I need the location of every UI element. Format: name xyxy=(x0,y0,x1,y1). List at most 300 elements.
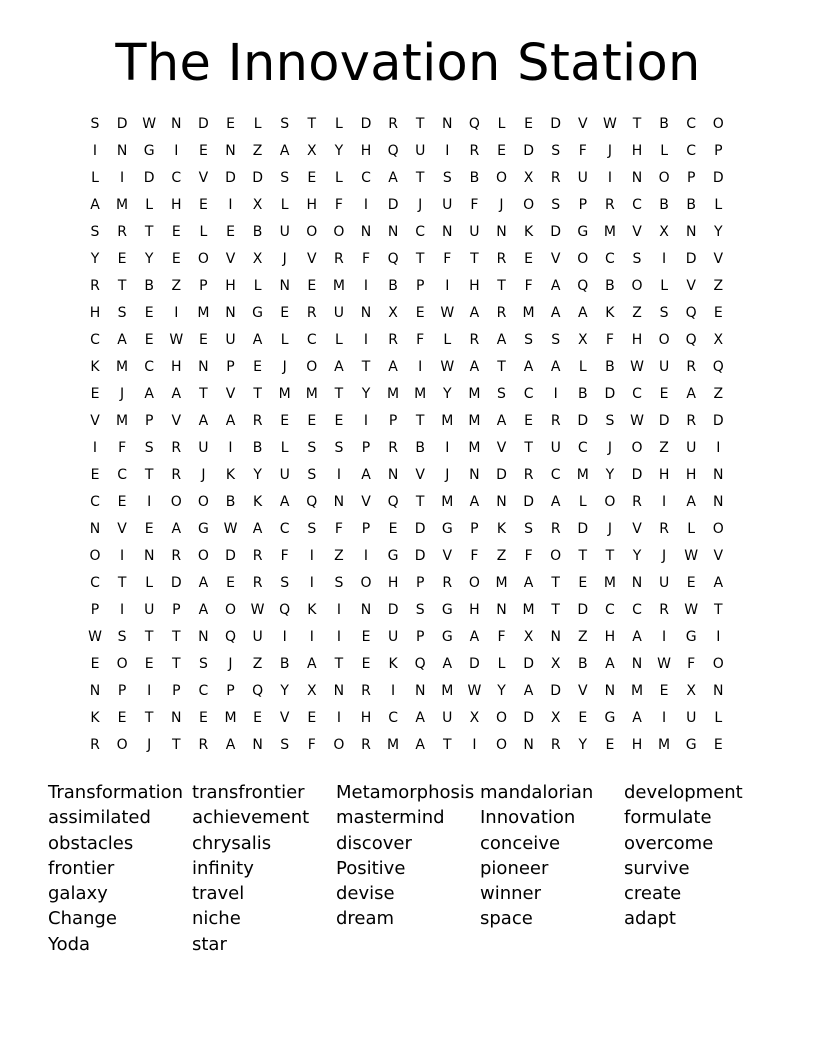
grid-letter: P xyxy=(199,278,208,294)
grid-letter: Q xyxy=(224,629,237,645)
grid-letter: T xyxy=(632,116,642,132)
grid-letter: C xyxy=(605,602,615,618)
grid-letter: M xyxy=(576,467,589,483)
grid-letter: F xyxy=(687,656,696,672)
grid-letter: R xyxy=(632,494,642,510)
grid-letter: J xyxy=(607,440,612,456)
grid-letter: O xyxy=(306,359,318,375)
grid-letter: B xyxy=(469,170,480,186)
grid-letter: R xyxy=(496,305,507,321)
grid-letter: Y xyxy=(334,143,344,159)
grid-letter: O xyxy=(333,737,345,753)
grid-letter: K xyxy=(307,602,317,618)
grid-letter: V xyxy=(713,548,724,564)
grid-letter: N xyxy=(550,629,561,645)
grid-letter: I xyxy=(472,737,477,753)
grid-letter: W xyxy=(440,359,455,375)
grid-letter: O xyxy=(712,116,724,132)
grid-letter: L xyxy=(497,656,506,672)
grid-letter: L xyxy=(253,116,262,132)
grid-letter: D xyxy=(387,197,399,213)
grid-letter: D xyxy=(712,413,724,429)
grid-letter: U xyxy=(225,332,236,348)
grid-letter: I xyxy=(174,305,179,321)
grid-letter: K xyxy=(524,224,534,240)
grid-letter: Q xyxy=(577,278,589,294)
grid-letter: C xyxy=(306,332,317,348)
grid-letter: F xyxy=(416,332,425,348)
grid-letter: A xyxy=(388,359,398,375)
grid-letter: N xyxy=(631,575,643,591)
grid-letter: D xyxy=(658,413,670,429)
grid-letter: L xyxy=(660,143,668,159)
grid-letter: P xyxy=(172,683,181,699)
grid-letter: E xyxy=(713,737,723,753)
word-bank-item: chrysalis xyxy=(192,832,272,854)
grid-letter: Q xyxy=(387,143,399,159)
grid-letter: N xyxy=(333,683,345,699)
grid-letter: S xyxy=(524,521,534,537)
grid-letter: C xyxy=(144,359,155,375)
grid-letter: I xyxy=(716,440,721,456)
grid-letter: N xyxy=(198,629,209,645)
grid-letter: U xyxy=(442,197,453,213)
grid-letter: J xyxy=(445,467,450,483)
grid-letter: D xyxy=(550,116,562,132)
grid-letter: N xyxy=(496,602,507,618)
grid-letter: H xyxy=(685,467,697,483)
grid-letter: F xyxy=(307,737,316,753)
grid-letter: W xyxy=(250,602,265,618)
grid-letter: W xyxy=(142,116,157,132)
grid-letter: N xyxy=(198,359,209,375)
word-bank-column xyxy=(336,780,476,932)
grid-letter: D xyxy=(198,116,209,132)
page-title: The Innovation Station xyxy=(115,34,701,93)
grid-letter: Y xyxy=(443,386,452,402)
grid-letter: R xyxy=(550,413,561,429)
grid-letter: G xyxy=(441,521,453,537)
grid-letter: V xyxy=(632,521,642,537)
grid-letter: R xyxy=(171,467,182,483)
grid-letter: X xyxy=(550,710,561,726)
word-bank-item: create xyxy=(624,883,682,905)
grid-letter: O xyxy=(658,332,670,348)
grid-letter: Y xyxy=(497,683,506,699)
grid-letter: C xyxy=(388,710,398,726)
grid-letter: E xyxy=(198,332,208,348)
grid-letter: V xyxy=(578,116,588,132)
grid-letter: L xyxy=(91,170,99,186)
grid-letter: D xyxy=(225,548,236,564)
grid-letter: D xyxy=(577,413,589,429)
grid-letter: W xyxy=(630,359,644,375)
grid-letter: E xyxy=(334,413,344,429)
grid-letter: R xyxy=(388,440,398,456)
grid-letter: J xyxy=(418,197,423,213)
grid-letter: R xyxy=(469,143,480,159)
grid-letter: L xyxy=(578,494,587,510)
word-bank-item: development xyxy=(624,782,743,803)
grid-letter: C xyxy=(171,170,182,186)
grid-letter: I xyxy=(120,602,125,618)
grid-letter: A xyxy=(117,332,127,348)
grid-letter: M xyxy=(116,359,129,375)
grid-letter: O xyxy=(224,602,237,618)
grid-letter: I xyxy=(607,170,612,186)
grid-letter: I xyxy=(282,629,287,645)
grid-letter: T xyxy=(199,386,208,402)
word-bank-item: obstacles xyxy=(48,832,134,854)
grid-letter: A xyxy=(252,521,263,537)
grid-letter: X xyxy=(578,332,588,348)
grid-letter: N xyxy=(713,494,724,510)
grid-letter: O xyxy=(116,737,128,753)
grid-letter: T xyxy=(307,116,317,132)
word-search-grid xyxy=(82,111,732,759)
grid-letter: X xyxy=(307,143,317,159)
grid-letter: G xyxy=(441,629,453,645)
grid-letter: L xyxy=(578,359,587,375)
grid-letter: J xyxy=(201,467,206,483)
grid-letter: T xyxy=(443,737,452,753)
grid-letter: H xyxy=(469,602,480,618)
grid-letter: T xyxy=(524,440,533,456)
word-bank-column xyxy=(480,780,620,932)
word-bank-item: Innovation xyxy=(480,807,576,829)
grid-letter: C xyxy=(90,575,100,591)
grid-letter: Q xyxy=(387,251,399,267)
grid-letter: Q xyxy=(387,494,399,510)
grid-letter: F xyxy=(524,548,533,564)
grid-letter: U xyxy=(252,629,263,645)
grid-letter: I xyxy=(92,143,98,159)
grid-letter: I xyxy=(363,413,369,429)
grid-letter: T xyxy=(144,467,154,483)
grid-letter: L xyxy=(687,521,696,537)
grid-letter: I xyxy=(92,440,98,456)
grid-letter: T xyxy=(415,251,425,267)
grid-letter: V xyxy=(279,710,290,726)
grid-letter: B xyxy=(252,440,263,456)
grid-letter: A xyxy=(90,197,100,213)
grid-letter: P xyxy=(686,170,696,186)
grid-letter: X xyxy=(252,197,263,213)
grid-letter: W xyxy=(467,683,482,699)
word-bank-item: overcome xyxy=(624,832,714,854)
word-bank-item: Transformation xyxy=(48,782,184,803)
grid-letter: S xyxy=(415,602,425,618)
grid-letter: R xyxy=(306,305,317,321)
grid-letter: A xyxy=(198,602,209,618)
grid-letter: E xyxy=(198,197,208,213)
grid-letter: O xyxy=(333,224,345,240)
grid-letter: M xyxy=(522,305,535,321)
grid-letter: O xyxy=(495,170,508,186)
grid-letter: D xyxy=(360,116,372,132)
grid-letter: E xyxy=(497,143,506,159)
grid-letter: D xyxy=(577,602,589,618)
grid-letter: U xyxy=(658,359,670,375)
grid-letter: D xyxy=(469,656,480,672)
grid-letter: B xyxy=(605,359,615,375)
grid-letter: E xyxy=(578,575,588,591)
grid-letter: J xyxy=(499,197,504,213)
grid-letter: D xyxy=(712,170,724,186)
grid-letter: P xyxy=(90,602,100,618)
grid-letter: W xyxy=(440,305,455,321)
grid-letter: R xyxy=(550,521,561,537)
grid-letter: I xyxy=(363,332,369,348)
grid-letter: I xyxy=(336,710,341,726)
grid-letter: Q xyxy=(712,359,724,375)
grid-letter: T xyxy=(551,602,560,618)
grid-letter: E xyxy=(388,521,398,537)
grid-letter: I xyxy=(391,683,396,699)
grid-letter: R xyxy=(686,413,697,429)
grid-letter: X xyxy=(307,683,317,699)
grid-letter: W xyxy=(684,602,699,618)
word-bank-item: adapt xyxy=(624,908,676,930)
grid-letter: S xyxy=(551,332,561,348)
grid-letter: R xyxy=(252,575,263,591)
grid-letter: T xyxy=(415,116,425,132)
grid-letter: M xyxy=(495,575,508,591)
grid-letter: E xyxy=(198,710,208,726)
grid-letter: K xyxy=(253,494,263,510)
grid-letter: K xyxy=(90,359,100,375)
grid-letter: N xyxy=(171,710,182,726)
grid-letter: X xyxy=(388,305,398,321)
word-bank-column xyxy=(624,780,764,932)
word-bank-item: conceive xyxy=(480,832,561,854)
grid-letter: C xyxy=(686,116,697,132)
grid-letter: R xyxy=(171,548,182,564)
grid-letter: A xyxy=(713,575,724,591)
grid-letter: X xyxy=(469,710,480,726)
grid-letter: E xyxy=(524,413,534,429)
word-bank-item: transfrontier xyxy=(192,782,305,803)
grid-letter: L xyxy=(443,332,452,348)
grid-letter: G xyxy=(685,629,697,645)
grid-letter: E xyxy=(713,305,723,321)
grid-letter: U xyxy=(686,440,697,456)
grid-letter: P xyxy=(144,413,154,429)
grid-letter: P xyxy=(470,521,479,537)
grid-letter: L xyxy=(334,170,343,186)
grid-letter: R xyxy=(117,224,127,240)
grid-letter: P xyxy=(388,413,398,429)
grid-letter: V xyxy=(117,521,127,537)
grid-letter: A xyxy=(496,332,507,348)
grid-letter: N xyxy=(252,737,263,753)
grid-letter: L xyxy=(145,197,154,213)
grid-letter: G xyxy=(685,737,697,753)
grid-letter: X xyxy=(659,224,669,240)
grid-letter: B xyxy=(144,278,154,294)
grid-letter: E xyxy=(524,251,534,267)
grid-letter: E xyxy=(415,305,425,321)
grid-letter: Q xyxy=(685,305,697,321)
grid-letter: A xyxy=(334,359,344,375)
grid-letter: T xyxy=(144,629,154,645)
grid-letter: E xyxy=(659,386,669,402)
grid-letter: O xyxy=(468,575,480,591)
grid-letter: H xyxy=(631,737,643,753)
grid-letter: I xyxy=(120,548,125,564)
grid-letter: N xyxy=(116,143,128,159)
grid-letter: N xyxy=(89,683,101,699)
grid-letter: M xyxy=(603,575,616,591)
grid-letter: M xyxy=(305,386,318,402)
grid-letter: R xyxy=(388,116,398,132)
grid-letter: P xyxy=(415,575,425,591)
grid-letter: O xyxy=(170,494,182,510)
grid-letter: A xyxy=(523,575,534,591)
grid-letter: B xyxy=(225,494,236,510)
grid-letter: Y xyxy=(361,386,371,402)
grid-letter: A xyxy=(388,170,398,186)
grid-letter: I xyxy=(553,386,558,402)
grid-letter: V xyxy=(578,683,588,699)
grid-letter: A xyxy=(523,359,534,375)
grid-letter: E xyxy=(144,656,154,672)
grid-letter: O xyxy=(89,548,101,564)
grid-letter: D xyxy=(685,251,697,267)
word-bank-item: achievement xyxy=(192,807,310,829)
grid-letter: U xyxy=(333,305,345,321)
grid-letter: D xyxy=(523,656,534,672)
grid-letter: N xyxy=(387,224,399,240)
grid-letter: T xyxy=(497,278,506,294)
grid-letter: W xyxy=(169,332,184,348)
grid-letter: K xyxy=(225,467,236,483)
grid-letter: T xyxy=(144,710,154,726)
grid-letter: M xyxy=(603,224,616,240)
grid-letter: P xyxy=(415,278,425,294)
grid-letter: L xyxy=(199,224,208,240)
grid-letter: X xyxy=(686,683,696,699)
grid-letter: P xyxy=(361,521,371,537)
grid-letter: G xyxy=(577,224,589,240)
grid-letter: M xyxy=(116,197,129,213)
grid-letter: Q xyxy=(279,602,291,618)
grid-letter: M xyxy=(332,278,345,294)
grid-letter: L xyxy=(497,116,506,132)
grid-letter: A xyxy=(171,521,182,537)
grid-letter: F xyxy=(605,332,614,348)
grid-letter: C xyxy=(198,683,209,699)
grid-letter: I xyxy=(445,440,450,456)
grid-letter: A xyxy=(523,683,534,699)
grid-letter: G xyxy=(604,710,616,726)
grid-letter: Y xyxy=(90,251,100,267)
grid-letter: P xyxy=(226,359,235,375)
grid-letter: Y xyxy=(280,683,289,699)
grid-letter: F xyxy=(334,197,343,213)
grid-letter: O xyxy=(495,737,508,753)
grid-letter: V xyxy=(713,251,724,267)
word-bank-item: winner xyxy=(480,883,542,905)
grid-letter: T xyxy=(172,737,181,753)
grid-letter: K xyxy=(90,710,100,726)
grid-letter: A xyxy=(307,656,317,672)
grid-letter: D xyxy=(414,521,426,537)
grid-letter: J xyxy=(282,359,287,375)
grid-letter: N xyxy=(496,224,507,240)
grid-letter: L xyxy=(660,278,668,294)
grid-letter: E xyxy=(253,710,263,726)
grid-letter: X xyxy=(523,170,534,186)
grid-letter: S xyxy=(90,224,100,240)
grid-letter: E xyxy=(307,278,317,294)
grid-letter: I xyxy=(418,359,423,375)
grid-letter: S xyxy=(551,197,561,213)
grid-letter: I xyxy=(662,629,667,645)
grid-letter: C xyxy=(577,440,588,456)
grid-letter: V xyxy=(171,413,182,429)
grid-letter: O xyxy=(306,224,318,240)
grid-letter: L xyxy=(334,332,343,348)
grid-letter: O xyxy=(631,440,643,456)
grid-letter: M xyxy=(630,683,644,699)
grid-letter: H xyxy=(631,143,643,159)
word-bank-item: discover xyxy=(336,832,412,854)
grid-letter: I xyxy=(147,683,152,699)
grid-letter: F xyxy=(334,521,343,537)
grid-letter: S xyxy=(551,143,561,159)
grid-letter: O xyxy=(360,575,372,591)
grid-letter: M xyxy=(278,386,291,402)
grid-letter: R xyxy=(90,278,100,294)
grid-letter: E xyxy=(90,656,100,672)
grid-letter: B xyxy=(659,116,669,132)
word-bank-column xyxy=(48,780,188,957)
grid-letter: L xyxy=(280,332,289,348)
grid-letter: D xyxy=(550,224,562,240)
grid-letter: E xyxy=(144,521,154,537)
grid-letter: S xyxy=(632,251,642,267)
grid-letter: A xyxy=(144,386,154,402)
grid-letter: S xyxy=(307,521,317,537)
word-bank-item: niche xyxy=(192,908,241,930)
word-bank-item: dream xyxy=(336,908,395,930)
grid-letter: N xyxy=(685,224,697,240)
grid-letter: C xyxy=(686,143,697,159)
grid-letter: W xyxy=(684,548,699,564)
grid-letter: A xyxy=(605,656,615,672)
grid-letter: O xyxy=(197,494,209,510)
grid-letter: R xyxy=(442,575,453,591)
word-bank-item: star xyxy=(192,933,227,955)
grid-letter: A xyxy=(171,386,182,402)
grid-letter: S xyxy=(659,305,669,321)
grid-letter: P xyxy=(226,683,235,699)
grid-letter: B xyxy=(388,278,398,294)
grid-letter: F xyxy=(443,251,452,267)
grid-letter: C xyxy=(90,494,100,510)
grid-letter: R xyxy=(252,548,263,564)
grid-letter: N xyxy=(143,548,155,564)
grid-letter: H xyxy=(469,278,480,294)
grid-letter: E xyxy=(280,413,290,429)
grid-letter: G xyxy=(441,602,453,618)
grid-letter: C xyxy=(415,224,426,240)
grid-letter: E xyxy=(686,575,696,591)
word-bank-column xyxy=(192,780,332,957)
grid-letter: D xyxy=(577,521,589,537)
grid-letter: M xyxy=(658,737,671,753)
